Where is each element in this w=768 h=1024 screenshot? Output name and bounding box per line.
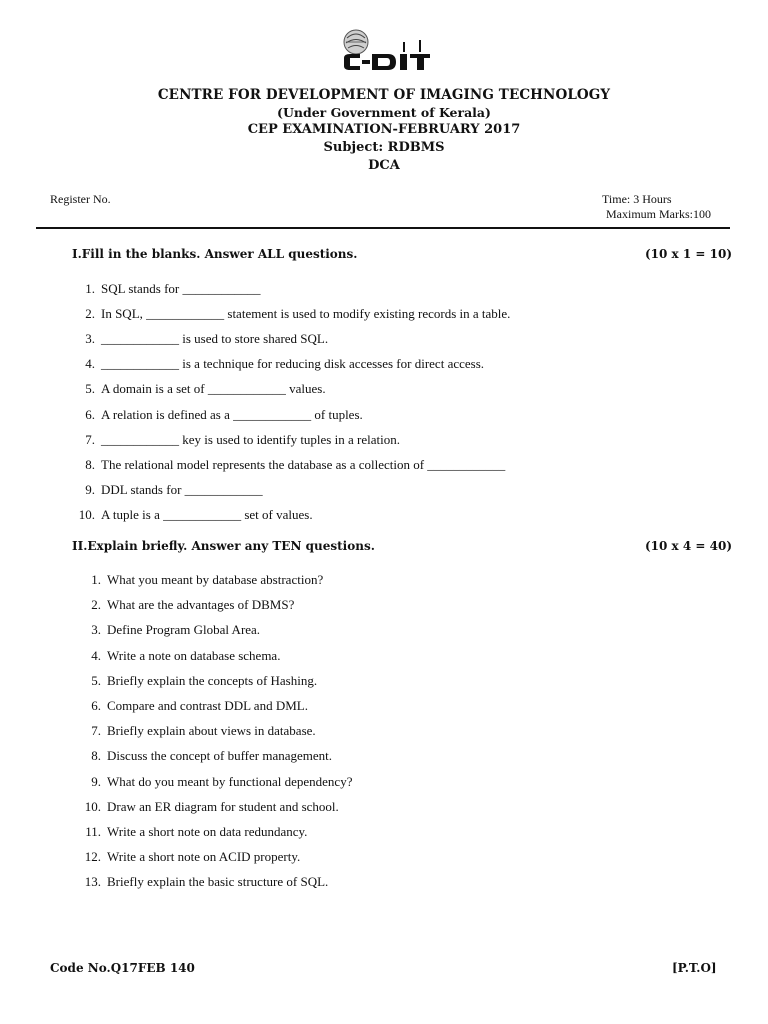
list-item	[73, 331, 328, 347]
pto-mark: [P.T.O]	[672, 961, 717, 975]
list-item	[79, 622, 260, 638]
question-text: SQL stands for ____________	[101, 281, 261, 296]
question-text: The relational model represents the database as a collection of ____________	[101, 456, 506, 472]
question-text: ____________ key is used to identify tuples in a relation.	[101, 431, 400, 447]
question-number: 6.	[85, 406, 95, 422]
section1-title: I.Fill in the blanks. Answer ALL questions.	[72, 247, 358, 261]
institution-name: CENTRE FOR DEVELOPMENT OF IMAGING TECHNOLOGY	[157, 87, 611, 103]
register-no-label: Register No.	[50, 192, 111, 206]
question-number: 5.	[85, 381, 95, 397]
list-item	[79, 748, 332, 764]
question-text: DDL stands for ____________	[101, 481, 263, 497]
question-text: Compare and contrast DDL and DML.	[107, 698, 308, 713]
exam-title: CEP EXAMINATION-FEBRUARY 2017	[247, 122, 521, 137]
question-text: A relation is defined as a ____________ of tuples.	[101, 406, 363, 422]
question-number: 13.	[84, 874, 101, 890]
list-item	[79, 597, 294, 613]
list-item	[79, 799, 339, 815]
question-text: Write a short note on ACID property.	[107, 849, 301, 865]
question-number: 4.	[91, 647, 101, 663]
list-item	[79, 572, 323, 588]
question-number: 1.	[85, 281, 95, 296]
list-item	[79, 723, 316, 739]
question-text: What are the advantages of DBMS?	[107, 597, 295, 613]
question-text: Write a note on database schema.	[107, 647, 281, 663]
question-text: Write a short note on data redundancy.	[107, 824, 308, 839]
list-item	[73, 306, 510, 322]
course-line: DCA	[368, 158, 400, 173]
question-number: 10.	[78, 506, 95, 522]
list-item	[73, 407, 363, 423]
question-number: 7.	[91, 723, 101, 739]
list-item	[79, 774, 352, 790]
question-text: Draw an ER diagram for student and school.	[107, 798, 339, 814]
question-text: Briefly explain the concepts of Hashing.	[107, 672, 318, 688]
question-number: 8.	[85, 456, 95, 472]
question-text: ____________ is a technique for reducing disk accesses for direct access.	[101, 356, 485, 372]
section1-marks: (10 x 1 = 10)	[645, 247, 733, 261]
question-text: Briefly explain the basic structure of SQL.	[107, 874, 329, 890]
list-item	[79, 874, 328, 890]
question-number: 1.	[91, 572, 101, 587]
question-text: Discuss the concept of buffer management.	[107, 748, 333, 764]
list-item	[73, 356, 484, 372]
question-text: What do you meant by functional dependency?	[107, 773, 353, 789]
question-number: 3.	[91, 622, 101, 638]
list-item	[73, 482, 263, 498]
question-number: 7.	[85, 431, 95, 447]
section2-title: II.Explain briefly. Answer any TEN questions.	[72, 539, 375, 553]
government-line: (Under Government of Kerala)	[277, 105, 491, 120]
list-item	[73, 457, 505, 473]
header-divider	[36, 227, 730, 229]
question-number: 10.	[84, 798, 101, 814]
list-item	[73, 381, 326, 397]
question-text: Briefly explain about views in database.	[107, 723, 316, 739]
list-item	[73, 507, 313, 523]
question-number: 8.	[91, 748, 101, 764]
question-number: 9.	[85, 481, 95, 497]
list-item	[79, 673, 317, 689]
question-number: 2.	[91, 597, 101, 613]
question-text: Define Program Global Area.	[107, 622, 261, 638]
list-item	[73, 281, 261, 297]
question-number: 12.	[84, 849, 101, 865]
list-item	[73, 432, 400, 448]
question-text: ____________ is used to store shared SQL.	[101, 331, 329, 347]
list-item	[79, 648, 280, 664]
question-text: In SQL, ____________ statement is used to modify existing records in a table.	[101, 306, 511, 322]
time-label: Time: 3 Hours	[602, 192, 672, 206]
list-item	[79, 824, 307, 840]
question-text: A tuple is a ____________ set of values.	[101, 506, 313, 522]
question-number: 9.	[91, 773, 101, 789]
cdit-logo	[340, 28, 440, 78]
question-number: 2.	[85, 306, 95, 322]
question-text: What you meant by database abstraction?	[107, 572, 324, 587]
code-number: Code No.Q17FEB 140	[50, 961, 195, 975]
question-number: 4.	[85, 356, 95, 372]
section2-marks: (10 x 4 = 40)	[645, 539, 733, 553]
list-item	[79, 698, 308, 714]
question-number: 5.	[91, 672, 101, 688]
question-number: 6.	[91, 698, 101, 713]
question-text: A domain is a set of ____________ values.	[101, 381, 326, 397]
question-number: 3.	[85, 331, 95, 347]
question-number: 11.	[85, 824, 101, 839]
subject-line: Subject: RDBMS	[323, 140, 445, 155]
list-item	[79, 849, 300, 865]
max-marks-label: Maximum Marks:100	[606, 207, 711, 221]
